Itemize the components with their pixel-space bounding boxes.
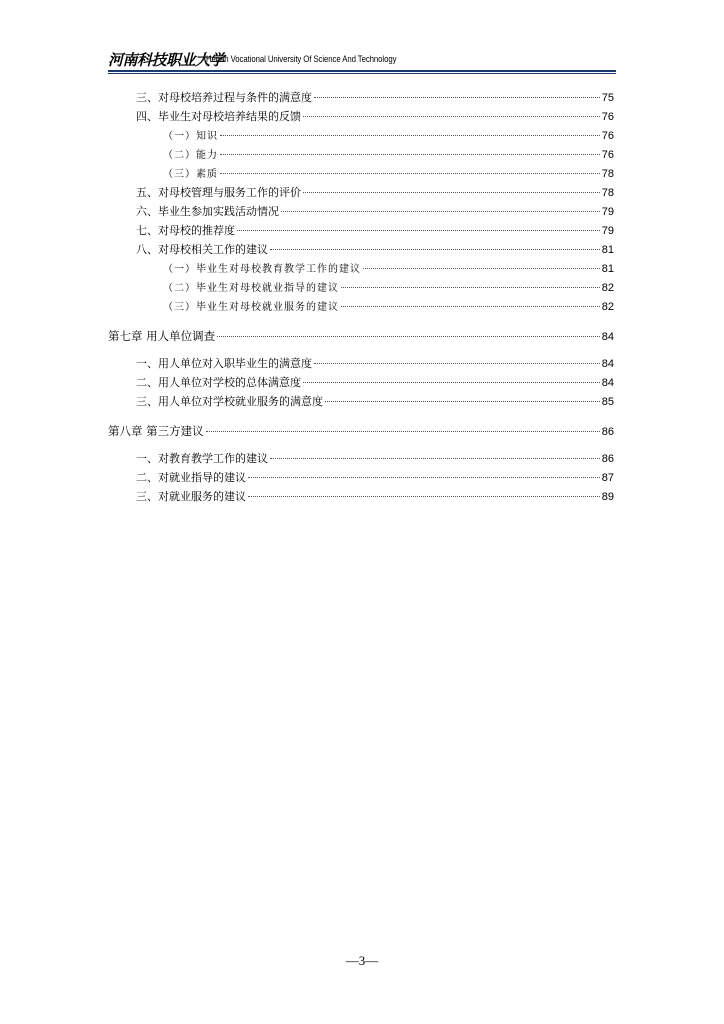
- university-name-en: Henan Vocational University Of Science And Technology: [206, 54, 397, 65]
- toc-entry[interactable]: （二）毕业生对母校就业指导的建议 82: [163, 282, 614, 294]
- toc-entry[interactable]: 三、用人单位对学校就业服务的满意度 85: [136, 395, 614, 408]
- toc-entry[interactable]: （一）知识 76: [163, 130, 614, 142]
- page-number: —3—: [345, 953, 379, 968]
- toc-entry[interactable]: 三、对就业服务的建议 89: [136, 490, 614, 503]
- toc-entry[interactable]: （一）毕业生对母校教育教学工作的建议 81: [163, 263, 614, 275]
- toc-entry[interactable]: 五、对母校管理与服务工作的评价 78: [136, 186, 614, 199]
- toc-entry[interactable]: （三）毕业生对母校就业服务的建议 82: [163, 301, 614, 313]
- toc-entry[interactable]: 一、用人单位对入职毕业生的满意度 84: [136, 357, 614, 370]
- university-logo-cn: 河南科技职业大学: [108, 51, 225, 69]
- toc-entry[interactable]: 三、对母校培养过程与条件的满意度 75: [136, 91, 614, 104]
- toc-chapter[interactable]: 第八章 第三方建议 86: [108, 424, 614, 438]
- toc-entry[interactable]: 八、对母校相关工作的建议 81: [136, 243, 614, 256]
- toc-entry[interactable]: 七、对母校的推荐度 79: [136, 224, 614, 237]
- toc-entry[interactable]: 一、对教育教学工作的建议 86: [136, 452, 614, 465]
- toc-chapter[interactable]: 第七章 用人单位调查 84: [108, 329, 614, 343]
- toc-entry[interactable]: 六、毕业生参加实践活动情况 79: [136, 205, 614, 218]
- toc-entry[interactable]: 二、对就业指导的建议 87: [136, 471, 614, 484]
- toc-entry[interactable]: （三）素质 78: [163, 168, 614, 180]
- page-header: [108, 50, 616, 72]
- toc-entry[interactable]: 二、用人单位对学校的总体满意度 84: [136, 376, 614, 389]
- toc-entry[interactable]: 四、毕业生对母校培养结果的反馈 76: [136, 110, 614, 123]
- header-rule-thin: [108, 73, 616, 74]
- header-rule: [108, 70, 616, 72]
- toc-entry[interactable]: （二）能力 76: [163, 149, 614, 161]
